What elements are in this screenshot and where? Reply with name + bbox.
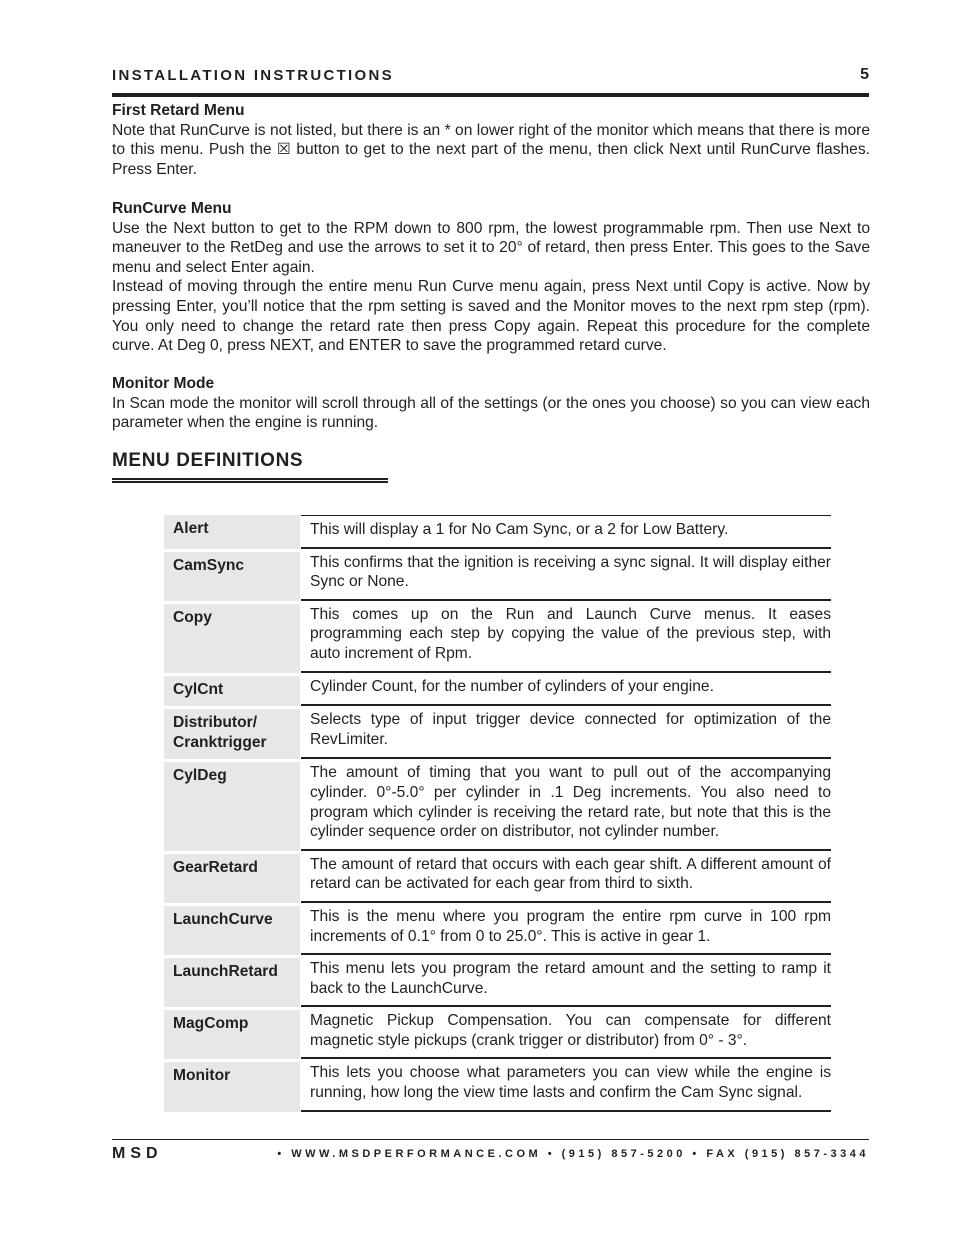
page-number: 5: [860, 66, 869, 83]
menu-definitions-heading: MENU DEFINITIONS: [112, 450, 388, 483]
definition-row: [164, 1007, 831, 1059]
section-heading: RunCurve Menu: [112, 200, 232, 217]
definition-term: LaunchCurve: [164, 903, 300, 955]
definition-text: This is the menu where you program the entire rpm curve in 100 rpm increments of 0.1° from 0 to 25.0°. This is active in gear 1.: [301, 903, 831, 955]
section-runcurve-menu: [112, 199, 870, 356]
definition-text: This menu lets you program the retard amount and the setting to ramp it back to the LaunchCurve.: [301, 955, 831, 1007]
page-header: [112, 64, 869, 97]
definition-term: Distributor/ Cranktrigger: [164, 706, 300, 759]
definition-row: [164, 673, 831, 707]
definitions-table: [164, 515, 831, 1112]
definition-text: This comes up on the Run and Launch Curve menus. It eases programming each step by copying the value of the previous step, with auto increment of Rpm.: [301, 601, 831, 673]
definition-row: [164, 851, 831, 903]
paragraph: In Scan mode the monitor will scroll through all of the settings (or the ones you choose) so you can view each parameter when the engine is running.: [112, 394, 870, 432]
definition-row: [164, 515, 831, 549]
definition-text: The amount of timing that you want to pull out of the accompanying cylinder. 0°-5.0° per cylinder in .1 Deg increments. You also need to program which cylinder is receiving the retard rate, but note that this is the cylinder sequence order on distributor, not cylinder number.: [301, 759, 831, 850]
definition-text: This lets you choose what parameters you can view while the engine is running, how long the view time lasts and confirm the Cam Sync signal.: [301, 1059, 831, 1111]
section-heading: First Retard Menu: [112, 102, 245, 119]
definition-text: Selects type of input trigger device connected for optimization of the RevLimiter.: [301, 706, 831, 759]
definition-text: This confirms that the ignition is receiving a sync signal. It will display either Sync or None.: [301, 549, 831, 601]
definition-text: This will display a 1 for No Cam Sync, or a 2 for Low Battery.: [301, 515, 831, 549]
definition-term: Alert: [164, 515, 300, 549]
document-title: INSTALLATION INSTRUCTIONS: [112, 67, 394, 84]
definition-text: Magnetic Pickup Compensation. You can compensate for different magnetic style pickups (crank trigger or distributor) from 0° - 3°.: [301, 1007, 831, 1059]
definition-row: [164, 759, 831, 850]
definition-term: Monitor: [164, 1059, 300, 1111]
section-heading: Monitor Mode: [112, 375, 215, 392]
definition-row: [164, 601, 831, 673]
footer-brand: MSD: [112, 1145, 163, 1162]
definition-row: [164, 955, 831, 1007]
definition-term: CamSync: [164, 549, 300, 601]
definition-row: [164, 706, 831, 759]
definition-text: The amount of retard that occurs with each gear shift. A different amount of retard can be activated for each gear from third to sixth.: [301, 851, 831, 903]
paragraph: Use the Next button to get to the RPM down to 800 rpm, the lowest programmable rpm. Then use Next to maneuver to the RetDeg and use the arrows to set it to 20° of retard, then press Enter. This goes to the Save menu and select Enter again.: [112, 219, 870, 276]
definition-term: GearRetard: [164, 851, 300, 903]
definition-term: LaunchRetard: [164, 955, 300, 1007]
page-footer: [112, 1139, 869, 1163]
definition-row: [164, 903, 831, 955]
definition-term: CylCnt: [164, 673, 300, 707]
definition-term: Copy: [164, 601, 300, 673]
definition-row: [164, 549, 831, 601]
paragraph: Instead of moving through the entire menu Run Curve menu again, press Next until Copy is active. Now by pressing Enter, you’ll notice that the rpm setting is saved and the Monitor moves to the next rpm step (rpm). You only need to change the retard rate then press Copy again. Repeat this procedure for the complete curve. At Deg 0, press NEXT, and ENTER to save the programmed retard curve.: [112, 278, 870, 355]
definition-term: MagComp: [164, 1007, 300, 1059]
paragraph: Note that RunCurve is not listed, but there is an * on lower right of the monitor which means that there is more to this menu. Push the ☒ button to get to the next part of the menu, then click Next until RunCurve flashes. Press Enter.: [112, 121, 870, 178]
footer-contact-line: • WWW.MSDPERFORMANCE.COM • (915) 857-5200 • FAX (915) 857-3344: [277, 1148, 869, 1160]
section-monitor-mode: [112, 374, 870, 433]
section-first-retard-menu: [112, 101, 870, 179]
definition-row: [164, 1059, 831, 1111]
definition-term: CylDeg: [164, 759, 300, 850]
definition-text: Cylinder Count, for the number of cylinders of your engine.: [301, 673, 831, 707]
